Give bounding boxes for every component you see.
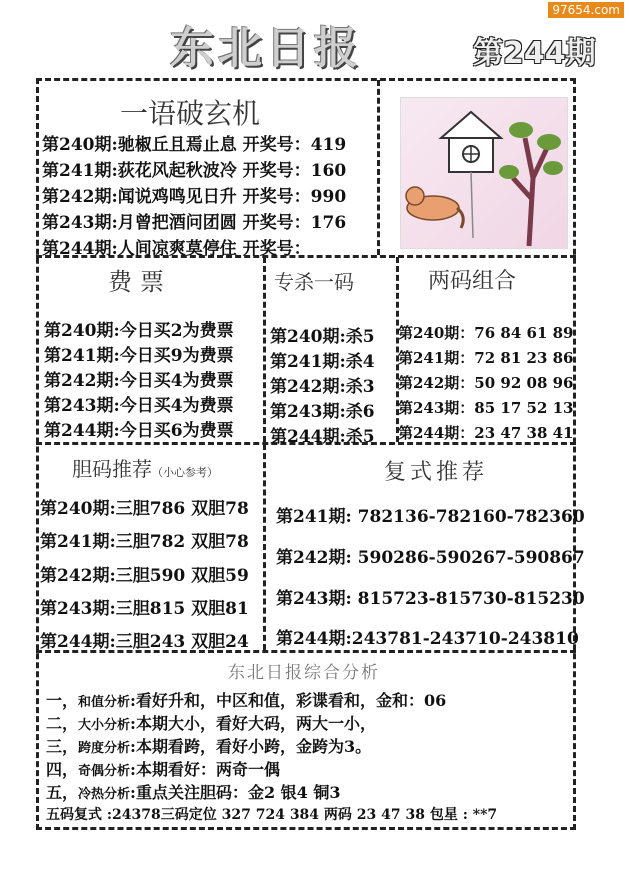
- summary-row: [46, 757, 280, 780]
- summary-num: 五，: [46, 783, 79, 802]
- summary-row: [46, 711, 376, 734]
- riddle-row: 第243期:月曾把酒问团圆 开奖号：176: [42, 213, 347, 233]
- fee-row: 第244期:今日买6为费票: [44, 421, 234, 441]
- dan-row: 第242期:三胆590 双胆59: [40, 566, 249, 586]
- fushi-row: 第242期: 590286-590267-590867: [276, 548, 585, 568]
- dan-note: （小心参考）: [152, 466, 218, 479]
- pair-row: 第240期：76 84 61 89: [398, 324, 574, 342]
- kill-row: 第241期:杀4: [270, 352, 375, 372]
- fee-row: 第241期:今日买9为费票: [44, 346, 234, 366]
- fee-row: 第240期:今日买2为费票: [44, 321, 234, 341]
- kill-row: 第243期:杀6: [270, 402, 375, 422]
- riddle-row: 第241期:荻花风起秋波冷 开奖号：160: [42, 161, 347, 181]
- summary-label: 奇偶分析: [78, 764, 131, 779]
- summary-text: :本期看跨，看好小跨，金跨为3。: [130, 737, 372, 756]
- summary-label: 跨度分析: [78, 741, 131, 756]
- kill-title: 专杀一码: [274, 270, 354, 294]
- pair-row: 第244期：23 47 38 41: [398, 424, 574, 442]
- summary-num: 二，: [46, 714, 79, 733]
- summary-footer: 五码复式 :24378三码定位 327 724 384 两码 23 47 38 包星 : **7: [46, 807, 498, 823]
- summary-num: 四，: [46, 760, 79, 779]
- fee-title: 费票: [108, 268, 172, 296]
- issue-number: 第244期: [473, 36, 596, 71]
- kill-row: 第242期:杀3: [270, 377, 375, 397]
- fushi-row: 第243期: 815723-815730-815230: [276, 589, 585, 609]
- divider-v-dan: [263, 444, 266, 650]
- summary-label: 大小分析: [78, 718, 131, 733]
- summary-row: [46, 688, 446, 711]
- pair-row: 第242期：50 92 08 96: [398, 374, 574, 392]
- summary-text: :本期大小，看好大码，两大一小，: [130, 714, 376, 733]
- dan-row: 第244期:三胆243 双胆24: [40, 632, 249, 652]
- site-watermark: 97654.com: [548, 2, 624, 18]
- summary-text: :本期看好：两奇一偶: [130, 760, 280, 779]
- riddle-row: 第244期:人间凉爽莫停住 开奖号：: [42, 239, 311, 259]
- masthead-title: 东北日报: [170, 23, 362, 74]
- summary-num: 一，: [46, 691, 79, 710]
- summary-text: :重点关注胆码：金2 银4 铜3: [130, 783, 341, 802]
- dan-title-text: 胆码推荐: [72, 457, 152, 481]
- riddle-illustration: [400, 97, 568, 249]
- fee-row: 第242期:今日买4为费票: [44, 371, 234, 391]
- summary-label: 冷热分析: [78, 787, 131, 802]
- dan-row: 第241期:三胆782 双胆78: [40, 532, 249, 552]
- summary-text: :看好升和，中区和值，彩谍看和，金和：06: [130, 691, 447, 710]
- dan-title: [72, 453, 218, 482]
- pair-row: 第241期：72 81 23 86: [398, 349, 574, 367]
- dan-row: 第240期:三胆786 双胆78: [40, 499, 249, 519]
- summary-num: 三，: [46, 737, 79, 756]
- divider-v-riddle: [377, 80, 380, 255]
- riddle-title: 一语破玄机: [120, 97, 261, 130]
- fushi-title: 复式推荐: [384, 460, 489, 485]
- summary-row: [46, 780, 340, 803]
- kill-row: 第240期:杀5: [270, 327, 375, 347]
- dan-row: 第243期:三胆815 双胆81: [40, 599, 249, 619]
- pair-title: 两码组合: [428, 269, 517, 294]
- summary-row: [46, 734, 371, 757]
- summary-title: 东北日报综合分析: [228, 663, 380, 683]
- kill-row: 第244期:杀5: [270, 427, 375, 447]
- riddle-row: 第240期:驰椒丘且焉止息 开奖号：419: [42, 135, 347, 155]
- divider-v-fee: [263, 257, 266, 442]
- fushi-row: 第241期: 782136-782160-782360: [276, 507, 585, 527]
- riddle-row: 第242期:闻说鸡鸣见日升 开奖号：990: [42, 187, 347, 207]
- summary-label: 和值分析: [78, 695, 131, 710]
- fushi-row: 第244期:243781-243710-243810: [276, 629, 579, 649]
- fee-row: 第243期:今日买4为费票: [44, 396, 234, 416]
- pair-row: 第243期：85 17 52 13: [398, 399, 574, 417]
